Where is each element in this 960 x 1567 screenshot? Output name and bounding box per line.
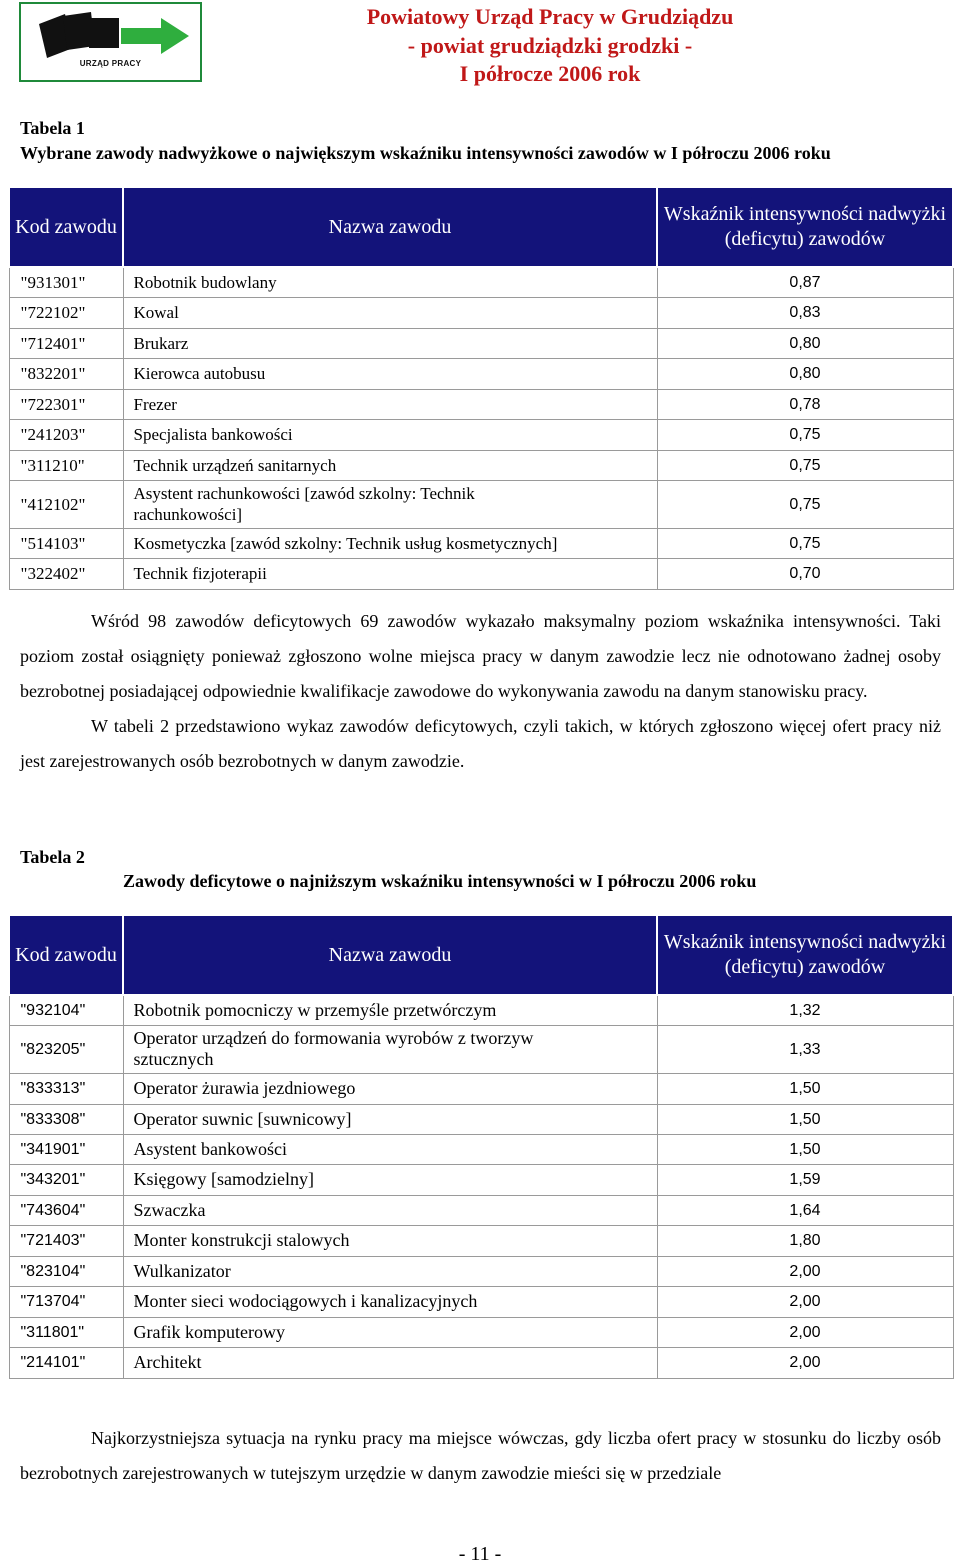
row-value: 1,50 [657, 1073, 953, 1104]
row-value: 0,87 [657, 267, 953, 297]
row-code: "823205" [9, 1025, 123, 1073]
table1-title: Wybrane zawody nadwyżkowe o największym wskaźniku intensywności zawodów w I półroczu 2006 roku [20, 143, 831, 163]
row-code: "712401" [9, 328, 123, 358]
row-value: 1,64 [657, 1195, 953, 1225]
office-logo [19, 2, 202, 82]
table1-col-value: Wskaźnik intensywności nadwyżki (deficytu) zawodów [657, 187, 953, 267]
table1 [8, 186, 954, 590]
row-value: 1,50 [657, 1134, 953, 1164]
row-code: "832201" [9, 358, 123, 389]
table-row [9, 1256, 953, 1286]
page-number: - 11 - [458, 1543, 502, 1565]
row-value: 0,75 [657, 480, 953, 528]
table-row [9, 1164, 953, 1195]
row-code: "343201" [9, 1164, 123, 1195]
row-value: 1,50 [657, 1104, 953, 1134]
row-value: 0,75 [657, 450, 953, 480]
row-name: Architekt [123, 1347, 657, 1378]
row-code: "341901" [9, 1134, 123, 1164]
table-row [9, 1073, 953, 1104]
row-code: "713704" [9, 1286, 123, 1317]
logo-cards-arrow-icon [21, 4, 200, 80]
header-district: - powiat grudziądzki grodzki - [407, 32, 693, 58]
table2-col-name: Nazwa zawodu [123, 915, 657, 995]
table2-col-value: Wskaźnik intensywności nadwyżki (deficytu) zawodów [657, 915, 953, 995]
row-name: Robotnik pomocniczy w przemyśle przetwórczym [123, 995, 657, 1025]
row-name: Monter sieci wodociągowych i kanalizacyjnych [123, 1286, 657, 1317]
table2-title: Zawody deficytowe o najniższym wskaźniku intensywności w I półroczu 2006 roku [123, 871, 757, 891]
row-name: Asystent bankowości [123, 1134, 657, 1164]
row-code: "412102" [9, 480, 123, 528]
table-row [9, 450, 953, 480]
row-name: Asystent rachunkowości [zawód szkolny: Technik rachunkowości] [123, 480, 657, 528]
row-value: 0,75 [657, 419, 953, 450]
row-name: Księgowy [samodzielny] [123, 1164, 657, 1195]
table-row [9, 1104, 953, 1134]
row-code: "322402" [9, 558, 123, 589]
row-code: "241203" [9, 419, 123, 450]
table-row [9, 995, 953, 1025]
row-code: "931301" [9, 267, 123, 297]
row-name: Operator żurawia jezdniowego [123, 1073, 657, 1104]
table1-col-name: Nazwa zawodu [123, 187, 657, 267]
paragraph: Najkorzystniejsza sytuacja na rynku pracy ma miejsce wówczas, gdy liczba ofert pracy w stosunku do liczby osób bezrobotnych zarejestrowanych w tutejszym urzędzie w danym zawodzie mieści się w przedziale [20, 1428, 941, 1483]
body-text-1 [20, 604, 941, 779]
table-row [9, 267, 953, 297]
table-row [9, 1225, 953, 1256]
table1-caption [20, 116, 831, 166]
row-code: "214101" [9, 1347, 123, 1378]
table-row [9, 358, 953, 389]
row-name: Szwaczka [123, 1195, 657, 1225]
row-name: Brukarz [123, 328, 657, 358]
row-name: Technik fizjoterapii [123, 558, 657, 589]
row-name: Grafik komputerowy [123, 1317, 657, 1347]
table2-label: Tabela 2 [20, 847, 85, 867]
row-code: "833308" [9, 1104, 123, 1134]
table1-header-row [9, 187, 953, 267]
row-value: 1,33 [657, 1025, 953, 1073]
row-name: Technik urządzeń sanitarnych [123, 450, 657, 480]
row-code: "722102" [9, 297, 123, 328]
table-row [9, 389, 953, 419]
row-value: 1,59 [657, 1164, 953, 1195]
row-code: "514103" [9, 528, 123, 558]
row-value: 2,00 [657, 1347, 953, 1378]
row-value: 1,32 [657, 995, 953, 1025]
table-row [9, 419, 953, 450]
header-period: I półrocze 2006 rok [459, 61, 641, 86]
row-value: 0,75 [657, 528, 953, 558]
row-code: "311210" [9, 450, 123, 480]
row-name: Operator urządzeń do formowania wyrobów z tworzyw sztucznych [123, 1025, 657, 1073]
table-row [9, 328, 953, 358]
table-row [9, 1286, 953, 1317]
row-name: Frezer [123, 389, 657, 419]
table-row [9, 480, 953, 528]
table-row [9, 528, 953, 558]
row-name: Operator suwnic [suwnicowy] [123, 1104, 657, 1134]
row-value: 0,78 [657, 389, 953, 419]
row-name: Monter konstrukcji stalowych [123, 1225, 657, 1256]
row-value: 0,80 [657, 358, 953, 389]
table2 [8, 914, 954, 1379]
row-name: Kierowca autobusu [123, 358, 657, 389]
table-row [9, 558, 953, 589]
row-value: 0,70 [657, 558, 953, 589]
row-value: 0,80 [657, 328, 953, 358]
row-value: 0,83 [657, 297, 953, 328]
row-name: Wulkanizator [123, 1256, 657, 1286]
table2-header-row [9, 915, 953, 995]
row-value: 1,80 [657, 1225, 953, 1256]
header-office-name: Powiatowy Urząd Pracy w Grudziądzu [366, 4, 734, 29]
row-value: 2,00 [657, 1317, 953, 1347]
row-name: Specjalista bankowości [123, 419, 657, 450]
row-code: "833313" [9, 1073, 123, 1104]
table-row [9, 297, 953, 328]
logo-caption: URZĄD PRACY [79, 59, 142, 68]
table-row [9, 1347, 953, 1378]
table-row [9, 1025, 953, 1073]
table-row [9, 1317, 953, 1347]
table2-col-code: Kod zawodu [9, 915, 123, 995]
table-row [9, 1195, 953, 1225]
row-code: "743604" [9, 1195, 123, 1225]
row-value: 2,00 [657, 1256, 953, 1286]
table1-col-code: Kod zawodu [9, 187, 123, 267]
row-name: Kowal [123, 297, 657, 328]
table-row [9, 1134, 953, 1164]
row-code: "311801" [9, 1317, 123, 1347]
row-name: Robotnik budowlany [123, 267, 657, 297]
row-code: "722301" [9, 389, 123, 419]
row-name: Kosmetyczka [zawód szkolny: Technik usług kosmetycznych] [123, 528, 657, 558]
body-text-2 [20, 1421, 941, 1491]
paragraph: W tabeli 2 przedstawiono wykaz zawodów deficytowych, czyli takich, w których zgłoszono więcej ofert pracy niż jest zarejestrowanych osób bezrobotnych w danym zawodzie. [20, 716, 941, 771]
row-code: "823104" [9, 1256, 123, 1286]
row-value: 2,00 [657, 1286, 953, 1317]
table1-label: Tabela 1 [20, 118, 85, 138]
row-code: "721403" [9, 1225, 123, 1256]
page-header [210, 3, 890, 89]
row-code: "932104" [9, 995, 123, 1025]
paragraph: Wśród 98 zawodów deficytowych 69 zawodów wykazało maksymalny poziom wskaźnika intensywności. Taki poziom został osiągnięty ponieważ zgłoszono wolne miejsca pracy w danym zawodzie lecz nie odnotowano żadnej osoby bezrobotnej posiadającej odpowiednie kwalifikacje zawodowe do wykonywania zawodu na danym stanowisku pracy. [20, 611, 941, 701]
